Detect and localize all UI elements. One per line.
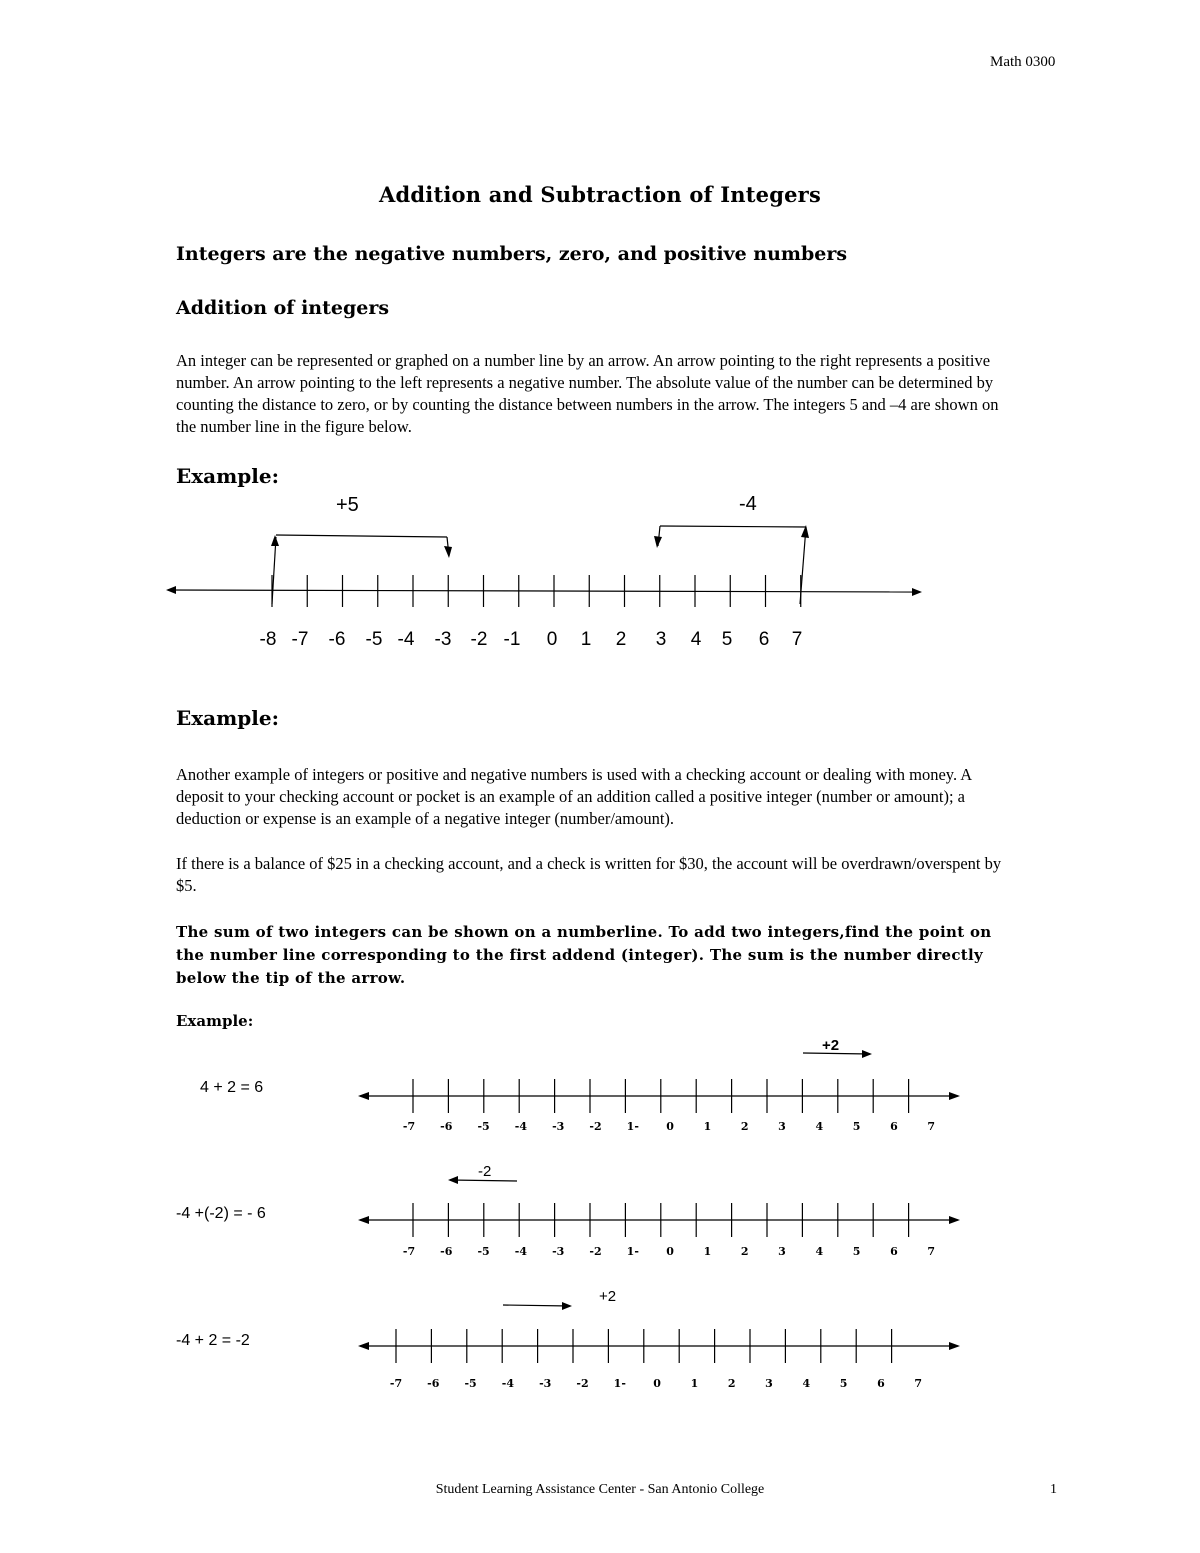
tick-label: 7 — [927, 1245, 936, 1258]
addition-heading: Addition of integers — [176, 297, 390, 319]
axis-right-arrowhead — [949, 1216, 960, 1224]
axis-left-arrowhead — [358, 1342, 369, 1350]
number-line-1 — [358, 1079, 960, 1133]
tick-label: 5 — [852, 1245, 861, 1258]
tick-label: -6 — [440, 1120, 453, 1133]
tick-label: 7 — [791, 629, 803, 650]
example-label-1: Example: — [176, 464, 279, 488]
tick-label: 0 — [666, 1245, 674, 1258]
tick-label: 5 — [839, 1377, 848, 1390]
plus-two-label-1: +2 — [822, 1037, 840, 1054]
tick-label: 5 — [852, 1120, 861, 1133]
tick-label: -2 — [576, 1377, 589, 1390]
tick-label: 4 — [802, 1377, 811, 1390]
tick-label: 1 — [580, 629, 592, 650]
tick-label: 4 — [690, 629, 702, 650]
tick-label: 1 — [690, 1377, 699, 1390]
tick-label: -5 — [464, 1377, 477, 1390]
tick-label: -3 — [552, 1245, 565, 1258]
tick-label: -4 — [514, 1245, 528, 1258]
tick-label: 2 — [740, 1245, 749, 1258]
tick-label: 6 — [890, 1245, 898, 1258]
tick-label: 1 — [703, 1245, 712, 1258]
plus-two-label-3: +2 — [599, 1288, 617, 1305]
tick-label: -3 — [434, 629, 452, 650]
equation-3: -4 + 2 = -2 — [176, 1332, 250, 1349]
tick-label: 3 — [765, 1377, 773, 1390]
minus-two-label: -2 — [478, 1163, 492, 1180]
tick-label: 2 — [727, 1377, 736, 1390]
example-label-3: Example: — [176, 1012, 254, 1030]
negative-four-label: -4 — [739, 493, 757, 515]
tick-label: 6 — [890, 1120, 898, 1133]
number-line-2 — [358, 1203, 960, 1258]
tick-label: -7 — [291, 629, 309, 650]
tick-label: 2 — [740, 1120, 749, 1133]
tick-label: -2 — [589, 1245, 602, 1258]
tick-label: 1- — [626, 1245, 639, 1258]
intro-heading: Integers are the negative numbers, zero, and positive numbers — [176, 243, 848, 265]
tick-label: 4 — [815, 1120, 824, 1133]
tick-label: -5 — [477, 1245, 490, 1258]
positive-five-label: +5 — [336, 494, 359, 516]
tick-label: -3 — [552, 1120, 565, 1133]
tick-label: -2 — [470, 629, 488, 650]
sum-rule-paragraph: The sum of two integers can be shown on a numberline. To add two integers,find the point on the number line corresponding to the first addend (integer). The sum is the number directly below the tip of the arrow. — [176, 923, 992, 987]
tick-label: -6 — [427, 1377, 440, 1390]
tick-label: 5 — [721, 629, 733, 650]
tick-label: 7 — [914, 1377, 923, 1390]
tick-label: 3 — [778, 1120, 786, 1133]
tick-label: -7 — [402, 1245, 416, 1258]
axis-right-arrowhead — [949, 1342, 960, 1350]
tick-label: 2 — [615, 629, 627, 650]
tick-label: 4 — [815, 1245, 824, 1258]
equation-2: -4 +(-2) = - 6 — [176, 1205, 266, 1222]
tick-label: -3 — [539, 1377, 552, 1390]
checking-account-paragraph: Another example of integers or positive and negative numbers is used with a checking account or dealing with money. A deposit to your checking account or pocket is an example of an addition called a positive integer (number or amount); a deduction or expense is an example of a negative integer (number/amount). — [176, 765, 972, 828]
equation-1: 4 + 2 = 6 — [200, 1079, 264, 1096]
number-line-3 — [358, 1329, 960, 1390]
example-label-2: Example: — [176, 706, 279, 730]
axis-right-arrowhead — [949, 1092, 960, 1100]
tick-label: -6 — [328, 629, 346, 650]
intro-paragraph: An integer can be represented or graphed on a number line by an arrow. An arrow pointing to the right represents a positive number. An arrow pointing to the left represents a negative number. The absolute value of the number can be determined by counting the distance to zero, or by counting the distance between numbers in the arrow. The integers 5 and –4 are shown on the number line in the figure below. — [176, 351, 999, 436]
document-title: Addition and Subtraction of Integers — [379, 182, 821, 207]
tick-label: 7 — [927, 1120, 936, 1133]
tick-label: -6 — [440, 1245, 453, 1258]
tick-label: -8 — [259, 629, 277, 650]
axis-left-arrowhead — [358, 1092, 369, 1100]
tick-label: -4 — [514, 1120, 528, 1133]
tick-label: 6 — [877, 1377, 885, 1390]
page-number: 1 — [1050, 1482, 1057, 1497]
header-course-label: Math 0300 — [990, 54, 1056, 70]
tick-label: 0 — [666, 1120, 674, 1133]
tick-label: 0 — [546, 629, 558, 650]
tick-label: -2 — [589, 1120, 602, 1133]
tick-label: 1- — [613, 1377, 626, 1390]
tick-label: 3 — [655, 629, 667, 650]
tick-label: -5 — [477, 1120, 490, 1133]
tick-label: -4 — [397, 629, 415, 650]
tick-label: 3 — [778, 1245, 786, 1258]
tick-label: -5 — [365, 629, 383, 650]
tick-label: 0 — [653, 1377, 661, 1390]
plus-two-arrow-3 — [503, 1302, 572, 1310]
tick-label: -1 — [503, 629, 521, 650]
tick-label: -4 — [501, 1377, 515, 1390]
axis-left-arrowhead — [358, 1216, 369, 1224]
balance-paragraph: If there is a balance of $25 in a checking account, and a check is written for $30, the account will be overdrawn/overspent by $5. — [176, 854, 1002, 895]
tick-label: -7 — [389, 1377, 403, 1390]
tick-label: -7 — [402, 1120, 416, 1133]
footer-institution: Student Learning Assistance Center - San Antonio College — [435, 1482, 765, 1497]
tick-label: 1 — [703, 1120, 712, 1133]
tick-label: 6 — [758, 629, 770, 650]
tick-label: 1- — [626, 1120, 639, 1133]
